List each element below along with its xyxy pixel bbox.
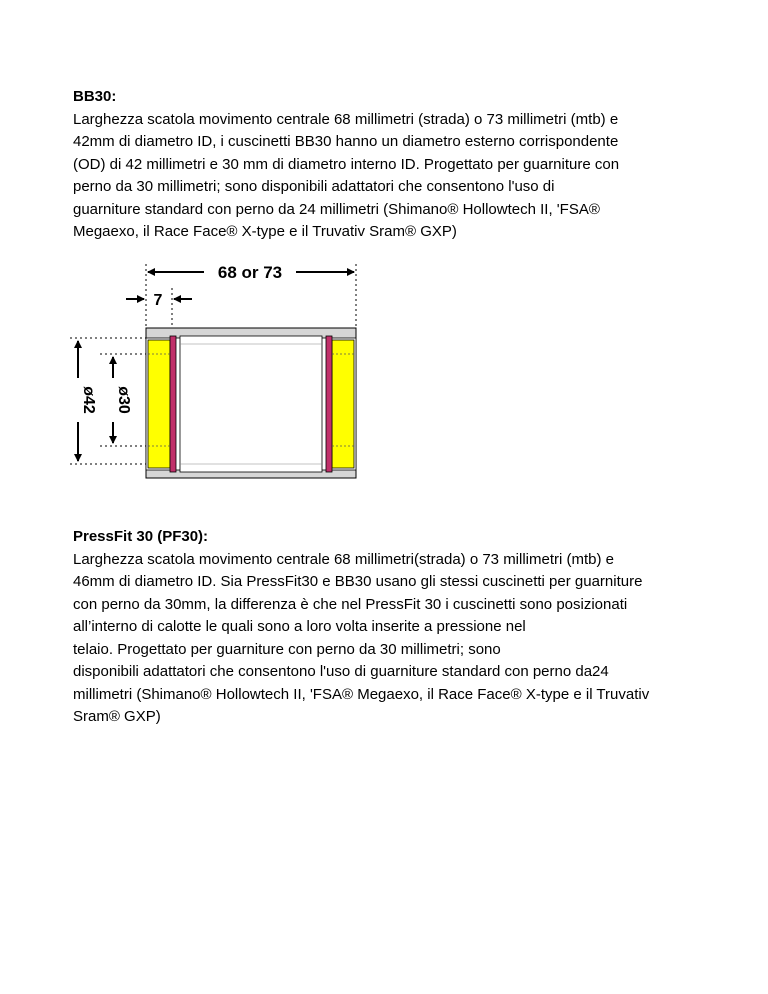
bb30-cross-section-diagram bbox=[60, 250, 380, 490]
cup-dimension-label: 7 bbox=[153, 292, 163, 309]
cup-dimension bbox=[126, 288, 192, 334]
bb30-heading: BB30: bbox=[73, 88, 117, 105]
right-bearing-seal bbox=[326, 336, 332, 472]
pf30-section bbox=[73, 526, 713, 729]
bb30-text-line: 42mm di diametro ID, i cuscinetti BB30 hanno un diametro esterno corrispondente bbox=[73, 133, 619, 150]
pf30-text-line: millimetri (Shimano® Hollowtech II, 'FSA® Megaexo, il Race Face® X-type e il Truvativ bbox=[73, 685, 650, 703]
outer-diameter-dimension bbox=[70, 338, 146, 464]
bb30-section bbox=[73, 86, 713, 244]
pf30-text-line: 46mm di diametro ID. Sia PressFit30 e BB30 usano gli stessi cuscinetti per guarniture bbox=[73, 573, 643, 590]
bb30-text-line: guarniture standard con perno da 24 millimetri (Shimano® Hollowtech II, 'FSA® bbox=[73, 200, 600, 218]
inner-diameter-dimension bbox=[100, 354, 146, 446]
outer-diameter-label: ø42 bbox=[80, 386, 97, 414]
left-bearing-seal bbox=[170, 336, 176, 472]
bb30-text-line: Megaexo, il Race Face® X-type e il Truvativ Sram® GXP) bbox=[73, 223, 457, 240]
bb30-text-line: (OD) di 42 millimetri e 30 mm di diametro interno ID. Progettato per guarniture con bbox=[73, 155, 620, 173]
pf30-text-line: telaio. Progettato per guarniture con perno da 30 millimetri; sono bbox=[73, 640, 501, 658]
pf30-text-line: Sram® GXP) bbox=[73, 708, 161, 725]
left-bearing bbox=[148, 340, 170, 468]
width-dimension-label: 68 or 73 bbox=[217, 263, 283, 282]
pf30-text-line: Larghezza scatola movimento centrale 68 millimetri(strada) o 73 millimetri (mtb) e bbox=[73, 550, 615, 568]
bb30-text-line: Larghezza scatola movimento centrale 68 millimetri (strada) o 73 millimetri (mtb) e bbox=[73, 110, 619, 128]
inner-diameter-label: ø30 bbox=[115, 386, 132, 414]
pf30-text-line: all’interno di calotte le quali sono a loro volta inserite a pressione nel bbox=[73, 618, 526, 635]
pf30-text-line: con perno da 30mm, la differenza è che nel PressFit 30 i cuscinetti sono posizionati bbox=[73, 595, 628, 613]
pf30-text-line: disponibili adattatori che consentono l'uso di guarniture standard con perno da24 bbox=[73, 663, 609, 680]
bb30-text-line: perno da 30 millimetri; sono disponibili adattatori che consentono l'uso di bbox=[73, 178, 555, 195]
pf30-heading: PressFit 30 (PF30): bbox=[73, 528, 209, 545]
right-bearing bbox=[332, 340, 354, 468]
width-dimension bbox=[146, 263, 356, 326]
inner-sleeve bbox=[180, 336, 322, 472]
